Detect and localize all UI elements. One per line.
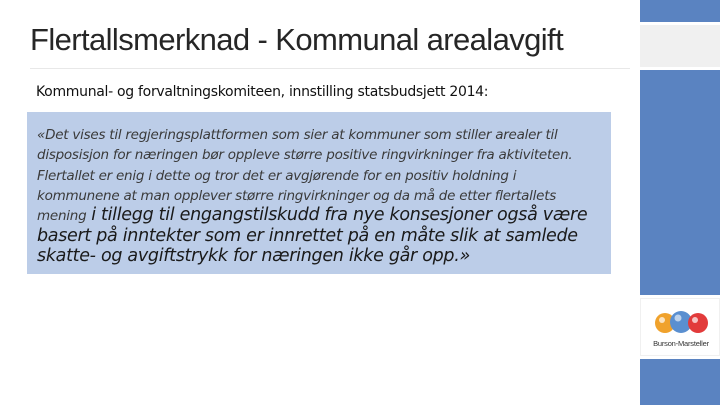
slide-title: Flertallsmerknad - Kommunal arealavgift	[30, 22, 564, 57]
quote-box	[27, 112, 611, 274]
company-logo	[645, 305, 717, 351]
title-divider	[30, 68, 630, 69]
sidebar	[640, 0, 720, 405]
globe-logo-icon	[645, 305, 717, 339]
logo-panel	[640, 298, 720, 356]
sidebar-block-light	[640, 25, 720, 67]
sidebar-block-bottom	[640, 359, 720, 405]
sidebar-block-middle	[640, 70, 720, 295]
quote-part-small: «Det vises til regjeringsplattformen som sier at kommuner som stiller arealer til disposisjon for næringen bør oppleve større positive ringvirkninger fra aktiviteten. Flertallet er enig i dette og tror det er avgjørende for en positiv holdning i kommunene at man opplever større ringvirkninger og da må de etter flertallets mening	[37, 127, 573, 225]
quote-part-large: i tillegg til engangstilskudd fra nye konsesjoner også være basert på inntekter som er innrettet på en måte slik at samlede skatte- og avgiftstrykk for næringen ikke går opp.»	[37, 205, 588, 267]
quote-text	[37, 124, 599, 267]
slide-subtitle: Kommunal- og forvaltningskomiteen, innstilling statsbudsjett 2014:	[36, 84, 489, 100]
logo-text: Burson-Marsteller	[653, 339, 709, 348]
sidebar-block-top	[640, 0, 720, 22]
